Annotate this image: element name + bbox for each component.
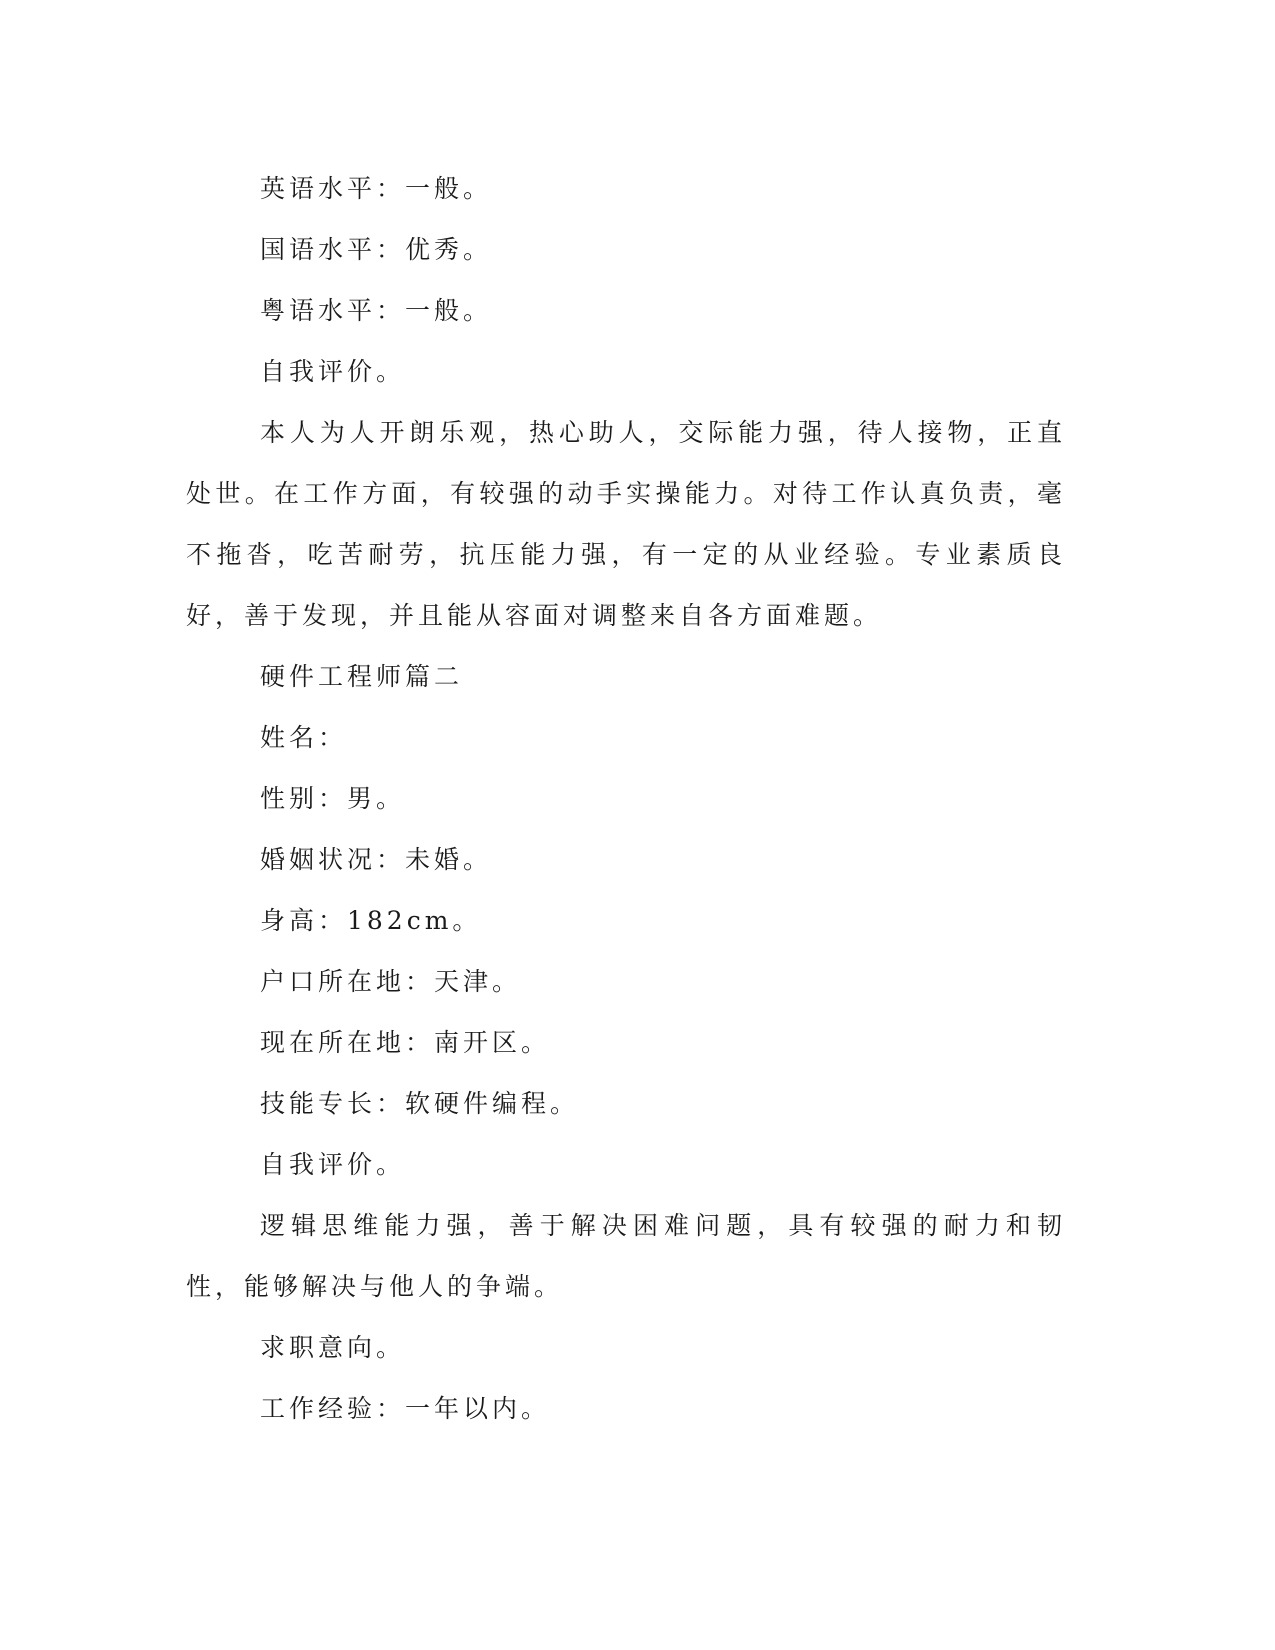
work-experience-field: 工作经验：一年以内。 — [260, 1394, 551, 1423]
mandarin-level: 国语水平：优秀。 — [260, 235, 493, 264]
cantonese-level: 粤语水平：一般。 — [260, 296, 493, 325]
self-evaluation-heading: 自我评价。 — [260, 357, 406, 386]
self-evaluation-heading-2: 自我评价。 — [260, 1150, 406, 1179]
job-intention-heading: 求职意向。 — [260, 1333, 406, 1362]
skills-field: 技能专长：软硬件编程。 — [260, 1089, 580, 1118]
marital-status-field: 婚姻状况：未婚。 — [260, 845, 493, 874]
hukou-field: 户口所在地：天津。 — [260, 967, 522, 996]
height-field: 身高：182cm。 — [260, 906, 482, 935]
self-evaluation-text-2: 逻辑思维能力强，善于解决困难问题，具有较强的耐力和韧性，能够解决与他人的争端。 — [186, 1211, 1066, 1301]
self-evaluation-text: 本人为人开朗乐观，热心助人，交际能力强，待人接物，正直处世。在工作方面，有较强的动手实操能力。对待工作认真负责，毫不拖沓，吃苦耐劳，抗压能力强，有一定的从业经验。专业素质良好，善于发现，并且能从容面对调整来自各方面难题。 — [186, 418, 1066, 630]
english-level: 英语水平：一般。 — [260, 174, 493, 203]
section-title: 硬件工程师篇二 — [260, 662, 464, 691]
current-location-field: 现在所在地：南开区。 — [260, 1028, 551, 1057]
document-body — [186, 158, 1066, 1439]
gender-field: 性别：男。 — [260, 784, 406, 813]
name-field: 姓名： — [260, 723, 348, 752]
